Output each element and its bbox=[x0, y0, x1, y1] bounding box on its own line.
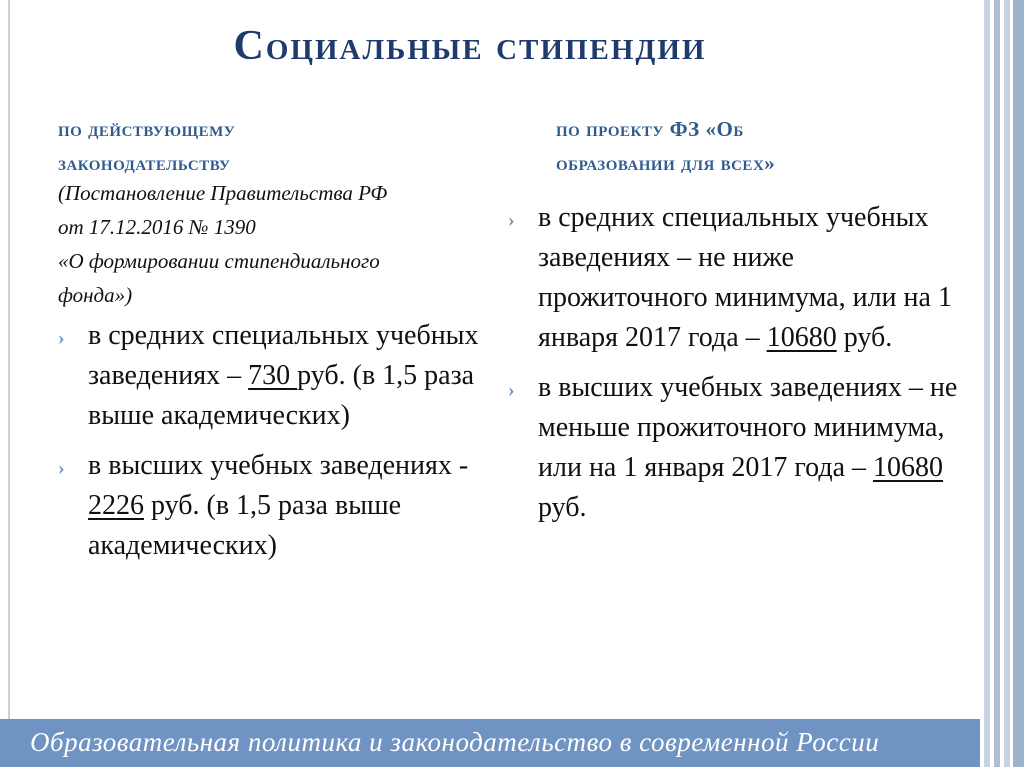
bullet-amount: 2226 bbox=[88, 490, 144, 521]
left-heading-line2: законодательству bbox=[58, 151, 231, 175]
list-item bbox=[508, 368, 968, 528]
footer-bar bbox=[0, 719, 980, 767]
bullet-text-before: в средних специальных учебных заведениях – не ниже прожиточного минимума, или на 1 января 2017 года – bbox=[538, 202, 952, 353]
bullet-amount: 10680 bbox=[766, 322, 837, 353]
list-item bbox=[58, 446, 508, 566]
bullet-text-after: руб. (в 1,5 раза выше академических) bbox=[88, 360, 475, 431]
note-line4: фонда») bbox=[58, 283, 133, 307]
bullet-text-before: в высших учебных заведениях – не меньше прожиточного минимума, или на 1 января 2017 года – bbox=[538, 372, 958, 483]
left-bullet-list bbox=[58, 316, 508, 576]
chevron-right-icon: › bbox=[508, 209, 515, 231]
footer-text: Образовательная политика и законодательство в современной России bbox=[30, 727, 880, 757]
right-bullet-list bbox=[508, 198, 968, 538]
left-frame-line bbox=[8, 0, 10, 719]
bullet-text-before: в высших учебных заведениях - bbox=[88, 450, 469, 481]
right-column-heading bbox=[556, 112, 946, 180]
note-line3: «О формировании стипендиального bbox=[58, 249, 380, 273]
note-line2: от 17.12.2016 № 1390 bbox=[58, 215, 256, 239]
bullet-text-after: руб. bbox=[836, 322, 893, 353]
left-column-heading bbox=[58, 112, 478, 180]
left-heading-line1: по действующему bbox=[58, 117, 236, 141]
note-line1: (Постановление Правительства РФ bbox=[58, 181, 388, 205]
bullet-amount: 730 bbox=[248, 360, 298, 391]
right-heading-line1: по проекту ФЗ «Об bbox=[556, 117, 744, 141]
slide-title: Социальные стипендии bbox=[233, 23, 707, 69]
bullet-text-after: руб. (в 1,5 раза выше академических) bbox=[88, 490, 401, 561]
right-heading-line2: образовании для всех» bbox=[556, 151, 776, 175]
decorative-stripes bbox=[980, 0, 1024, 767]
chevron-right-icon: › bbox=[58, 327, 65, 349]
bullet-amount: 10680 bbox=[873, 452, 944, 483]
list-item bbox=[508, 198, 968, 358]
chevron-right-icon: › bbox=[508, 379, 515, 401]
chevron-right-icon: › bbox=[58, 457, 65, 479]
bullet-text-after: руб. bbox=[538, 492, 587, 523]
bullet-text-before: в средних специальных учебных заведениях – bbox=[88, 320, 479, 391]
left-column-note bbox=[58, 176, 498, 312]
list-item bbox=[58, 316, 508, 436]
